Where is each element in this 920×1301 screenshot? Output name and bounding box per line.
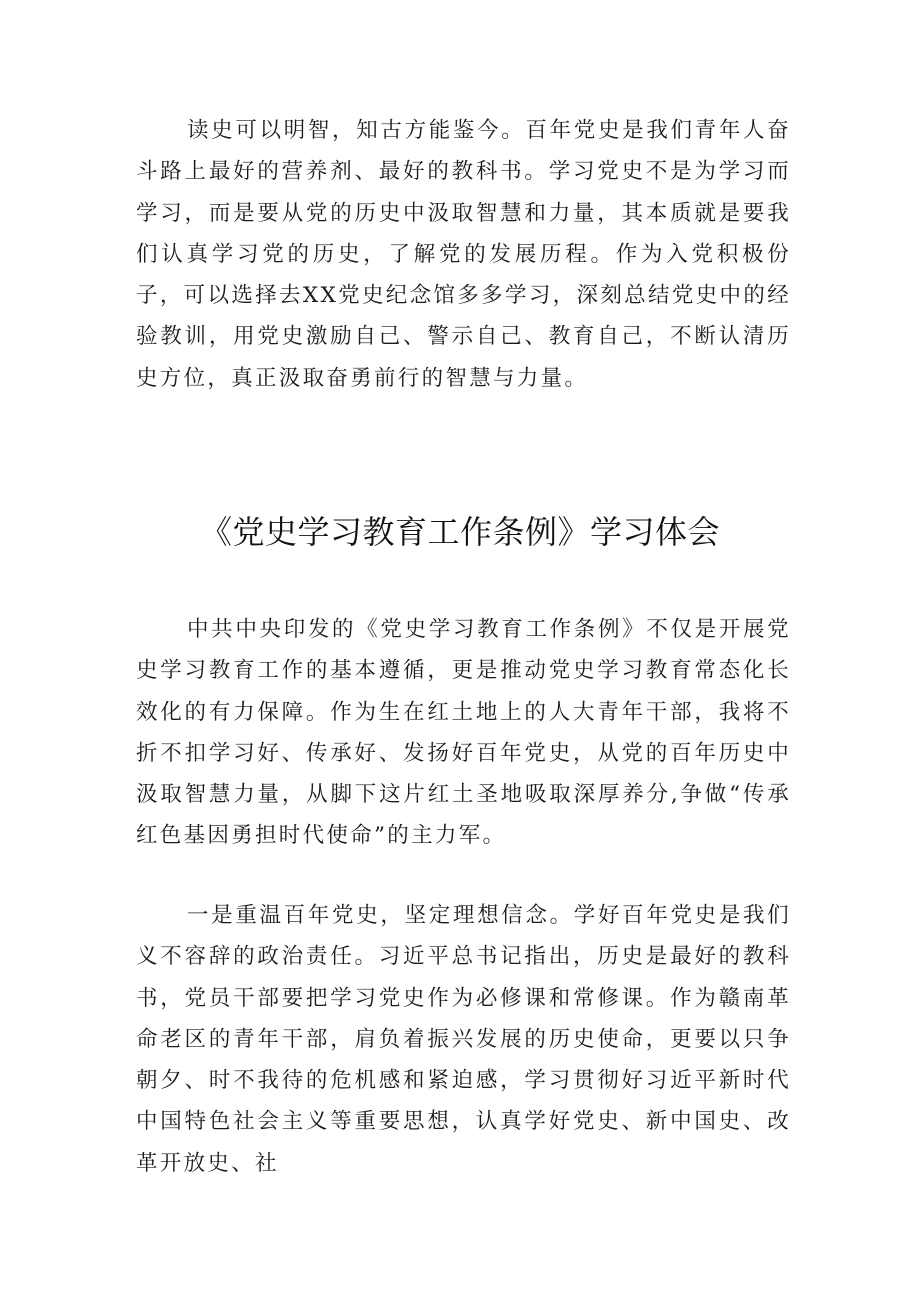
body-paragraph-2: 一是重温百年党史，坚定理想信念。学好百年党史是我们义不容辞的政治责任。习近平总书记指出，历史是最好的教科书，党员干部要把学习党史作为必修课和常修课。作为赣南革命老区的青年干部，肩负着振兴发展的历史使命，更要以只争朝夕、时不我待的危机感和紧迫感，学习贯彻好习近平新时代中国特色社会主义等重要思想，认真学好党史、新中国史、改革开放史、社: [136, 903, 791, 1176]
intro-paragraph: 读史可以明智，知古方能鉴今。百年党史是我们青年人奋斗路上最好的营养剂、最好的教科书。学习党史不是为学习而学习，而是要从党的历史中汲取智慧和力量，其本质就是要我们认真学习党的历史，了解党的发展历程。作为入党积极份子，可以选择去XX党史纪念馆多多学习，深刻总结党史中的经验教训，用党史激励自己、警示自己、教育自己，不断认清历史方位，真正汲取奋勇前行的智慧与力量。: [136, 118, 791, 391]
section-title: 《党史学习教育工作条例》学习体会: [199, 513, 720, 551]
body-paragraph-1: 中共中央印发的《党史学习教育工作条例》不仅是开展党史学习教育工作的基本遵循，更是推动党史学习教育常态化长效化的有力保障。作为生在红土地上的人大青年干部，我将不折不扣学习好、传承好、发扬好百年党史，从党的百年历史中汲取智慧力量，从脚下这片红土圣地吸取深厚养分,争做“传承红色基因勇担时代使命”的主力军。: [136, 617, 791, 849]
